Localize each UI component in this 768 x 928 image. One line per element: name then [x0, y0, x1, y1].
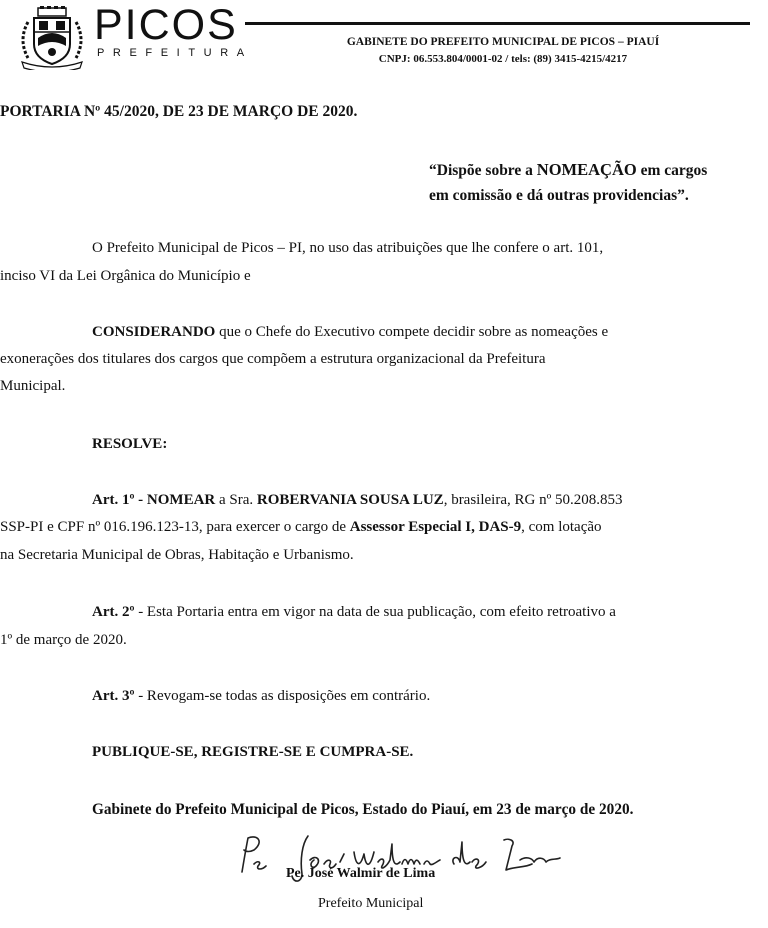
art2-line-2: 1º de março de 2020.: [0, 632, 127, 648]
preamble-line-2: inciso VI da Lei Orgânica do Município e: [0, 268, 251, 284]
ementa-pre: “Dispõe sobre a: [429, 162, 537, 179]
ementa-post: em cargos: [636, 162, 708, 179]
header-cnpj: CNPJ: 06.553.804/0001-02 / tels: (89) 3415-4215/4217: [378, 53, 628, 65]
signatory-name: Pe. José Walmir de Lima: [286, 866, 436, 881]
art2-line-1: [92, 605, 616, 620]
art1-seg2: , brasileira, RG nº 50.208.853: [443, 492, 623, 508]
preamble-line-1: O Prefeito Municipal de Picos – PI, no uso das atribuições que lhe confere o art. 101,: [92, 240, 604, 256]
considerando-line-1: [92, 325, 608, 340]
considerando-line-2: exonerações dos titulares dos cargos que compõem a estrutura organizacional da Prefeitura: [0, 351, 546, 367]
considerando-line-3: Municipal.: [0, 378, 66, 394]
brand-name: PICOS: [94, 1, 238, 49]
art1-line2-post: , com lotação: [521, 519, 602, 535]
resolve-heading: RESOLVE:: [92, 436, 168, 452]
ementa-emphasis: NOMEAÇÃO: [536, 160, 637, 179]
art3-label: Art. 3º: [92, 688, 135, 704]
art1-line-1: [92, 493, 622, 508]
considerando-keyword: CONSIDERANDO: [92, 324, 216, 340]
art1-seg1: a Sra.: [215, 492, 257, 508]
art3-line-1: [92, 689, 430, 704]
art2-label: Art. 2º: [92, 604, 135, 620]
publique-line: PUBLIQUE-SE, REGISTRE-SE E CUMPRA-SE.: [92, 744, 414, 760]
header-office: GABINETE DO PREFEITO MUNICIPAL DE PICOS – PIAUÍ: [346, 36, 660, 48]
ementa-line-1: [429, 160, 707, 180]
closing-line: Gabinete do Prefeito Municipal de Picos, Estado do Piauí, em 23 de março de 2020.: [92, 801, 634, 818]
art2-rest: - Esta Portaria entra em vigor na data de sua publicação, com efeito retroativo a: [134, 604, 616, 620]
art1-line-2: [0, 520, 602, 535]
signatory-role: Prefeito Municipal: [318, 896, 424, 911]
considerando-rest: que o Chefe do Executivo compete decidir sobre as nomeações e: [215, 324, 609, 340]
art1-label: Art. 1º - NOMEAR: [92, 492, 216, 508]
appointee-role: Assessor Especial I, DAS-9: [349, 519, 522, 535]
art1-line2-pre: SSP-PI e CPF nº 016.196.123-13, para exercer o cargo de: [0, 519, 350, 535]
art1-line-3: na Secretaria Municipal de Obras, Habitação e Urbanismo.: [0, 547, 354, 563]
appointee-name: ROBERVANIA SOUSA LUZ: [256, 492, 444, 508]
city-crest-icon: [14, 6, 90, 70]
ementa-line-2: em comissão e dá outras providencias”.: [429, 187, 689, 204]
header-rule: [245, 22, 750, 25]
document-title: PORTARIA Nº 45/2020, DE 23 DE MARÇO DE 2020.: [0, 103, 358, 120]
brand-subtitle: PREFEITURA: [97, 47, 253, 59]
art3-rest: - Revogam-se todas as disposições em contrário.: [134, 688, 431, 704]
